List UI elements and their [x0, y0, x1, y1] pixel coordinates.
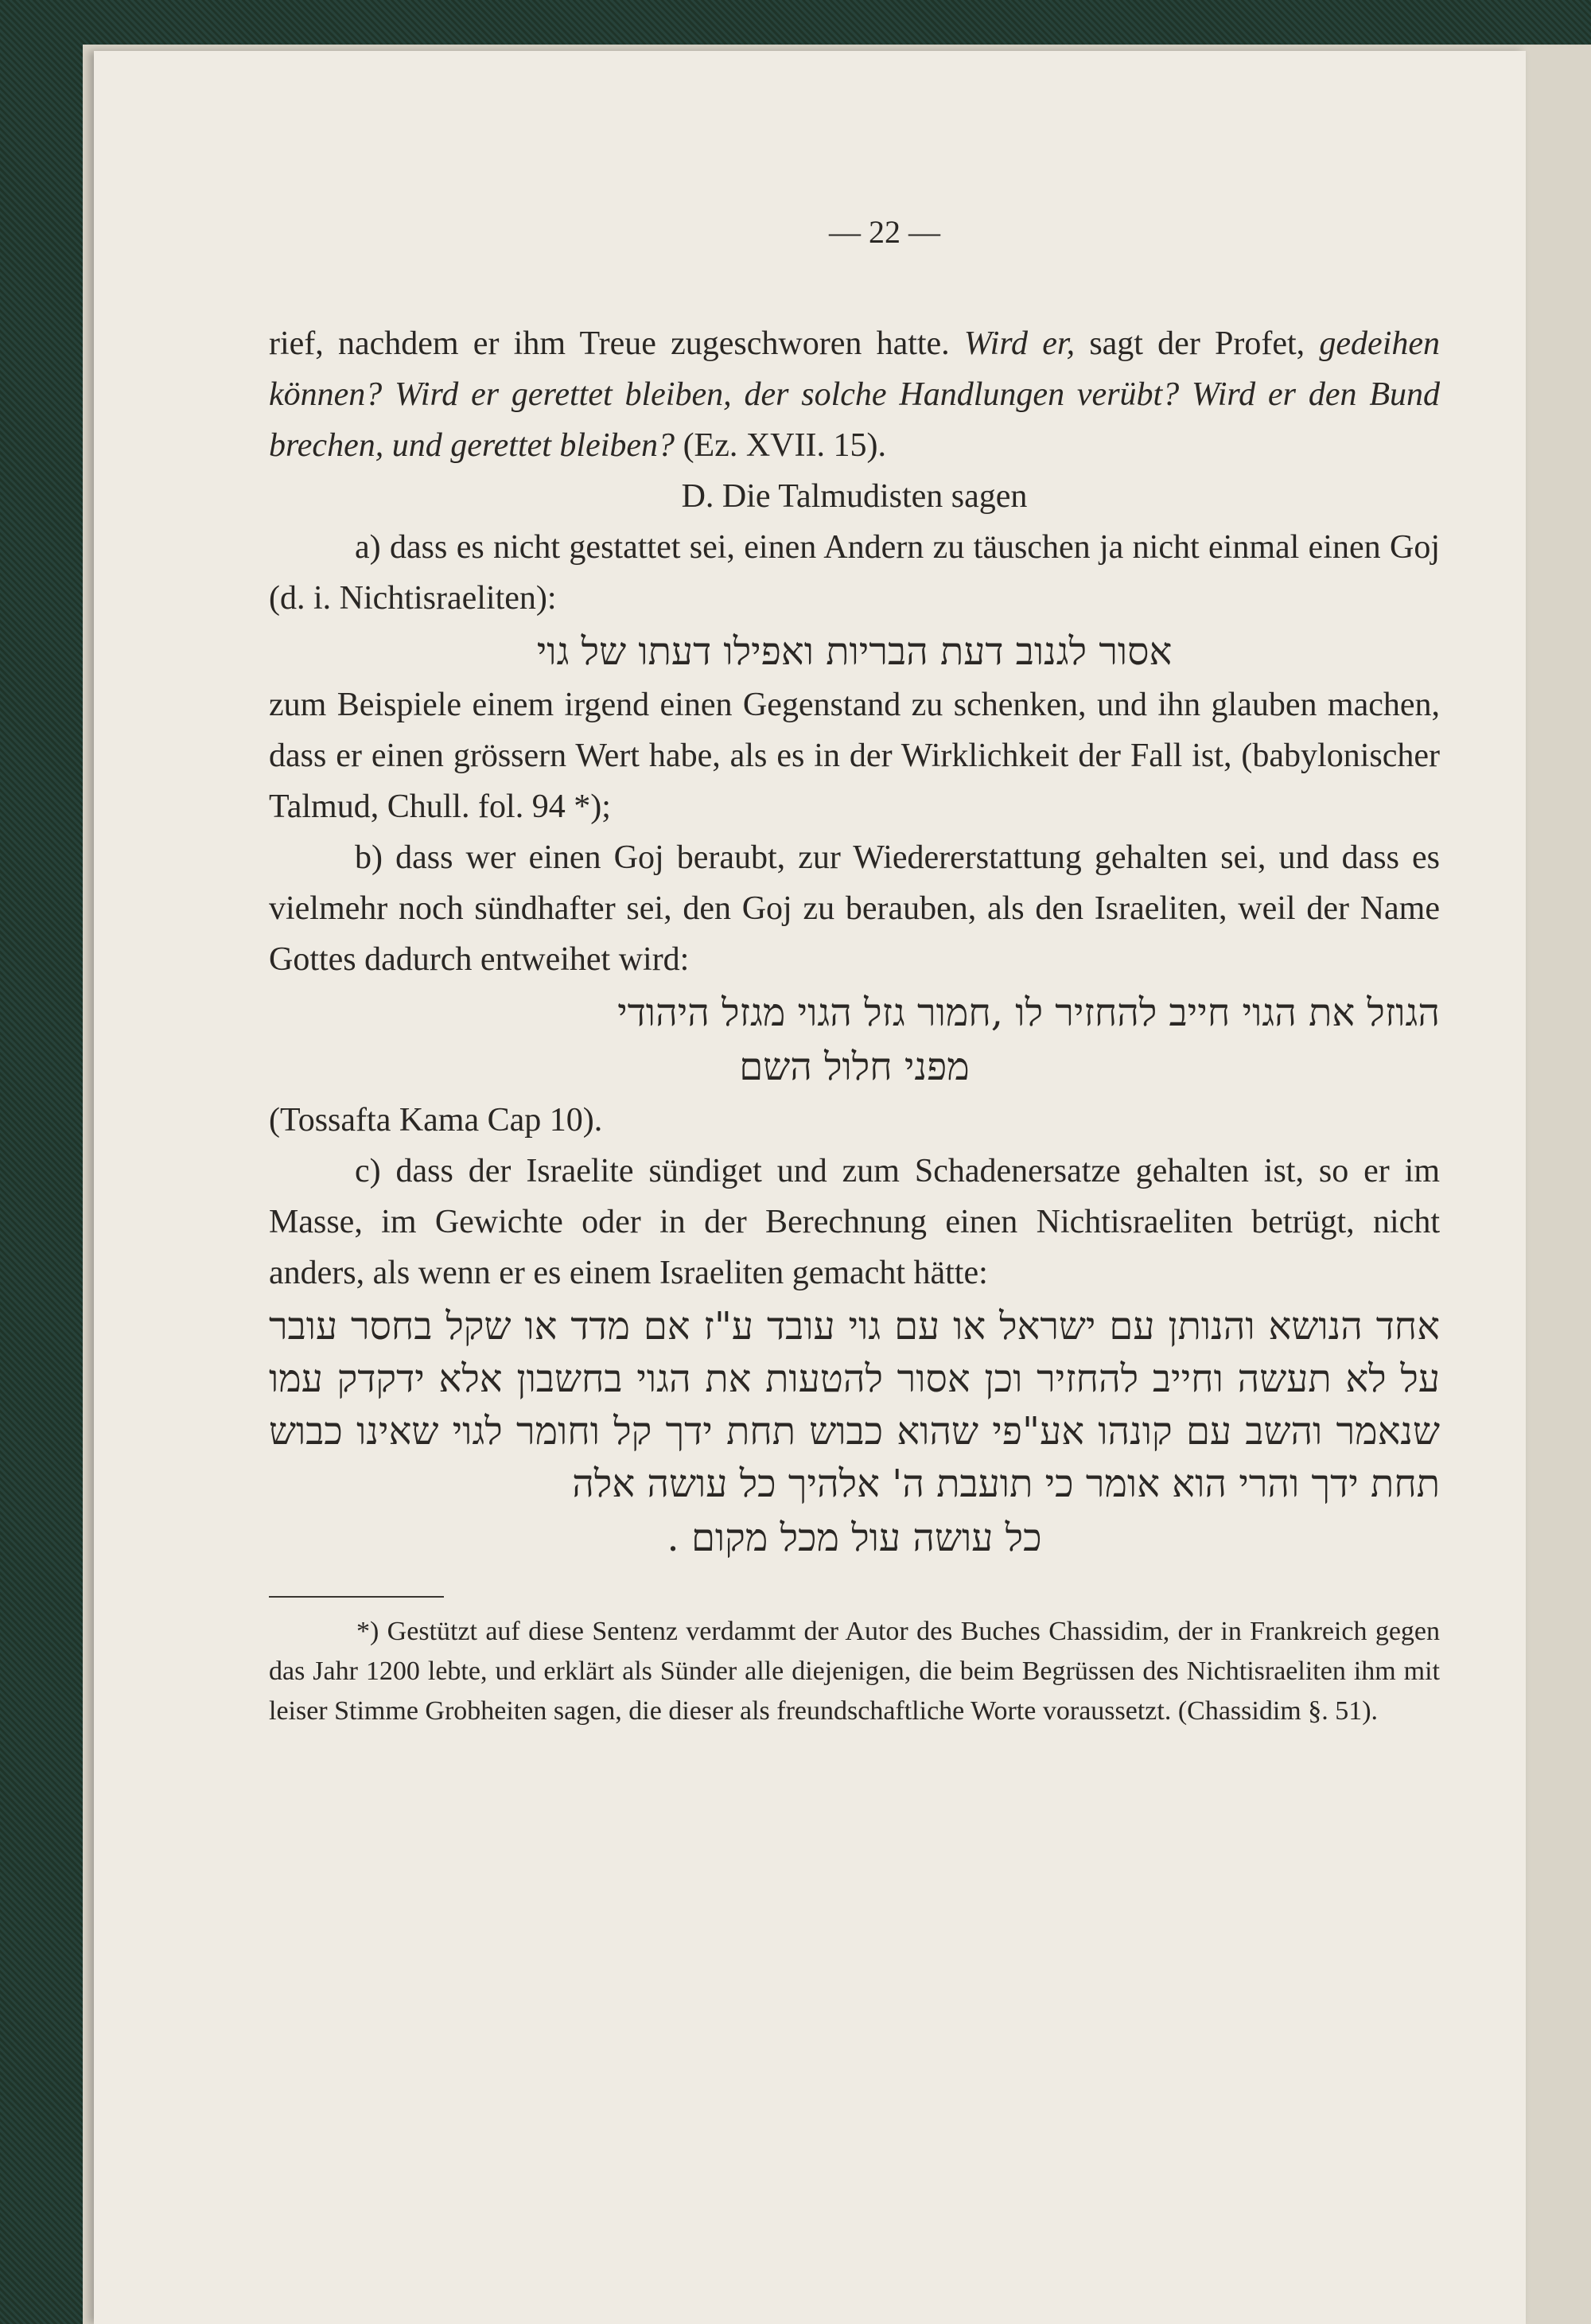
item-a-text: a) dass es nicht gestattet sei, einen Andern zu täuschen ja nicht einmal einen Goj (d. i. Nichtisraeliten): [269, 529, 1440, 617]
item-a-continuation: zum Beispiele einem irgend einen Gegenstand zu schenken, und ihn glauben machen, dass er einen grössern Wert habe, als es in der Wirklichkeit der Fall ist, (babylonischer Talmud, Chull. fol. 94 *); [269, 687, 1440, 825]
intro-reference: (Ez. XVII. 15). [683, 427, 886, 464]
section-heading-d: D. Die Talmudisten sagen [681, 478, 1028, 515]
intro-sagt: sagt der Profet, [1089, 325, 1305, 362]
item-b-reference: (Tossafta Kama Cap 10). [269, 1102, 603, 1139]
intro-italic-1: Wird er, [963, 325, 1076, 362]
page-number: — 22 — [829, 214, 940, 250]
hebrew-quote-b-line2: מפני חלול השם [739, 1045, 970, 1089]
footnote-divider [269, 1596, 444, 1598]
hebrew-quote-b-line1: הגוזל את הגוי חייב להחזיר לו ,חמור גזל הגוי מגזל היהודי [617, 991, 1440, 1035]
intro-paragraph [269, 318, 1440, 471]
item-c-text: c) dass der Israelite sündiget und zum Schadenersatze gehalten ist, so er im Masse, im Gewichte oder in der Berechnung einen Nichtisraeliten betrügt, nicht anders, als wenn er es einem Israeliten gemacht hätte: [269, 1153, 1440, 1291]
hebrew-quote-c-last: כל עושה עול מכל מקום . [667, 1516, 1042, 1560]
item-b-text: b) dass wer einen Goj beraubt, zur Wiedererstattung gehalten sei, und dass es vielmehr noch sündhafter sei, den Goj zu berauben, als den Israeliten, weil der Name Gottes dadurch entweihet wird: [269, 839, 1440, 978]
hebrew-quote-c: אחד הנושא והנותן עם ישראל או עם גוי עובד ע"ז אם מדד או שקל בחסר עובר על לא תעשה וחייב להחזיר וכן אסור להטעות את הגוי בחשבון אלא ידקדק עמו שנאמר והשב עם קונהו אע"פי שהוא כבוש תחת ידך קל וחומר לגוי שאינו כבוש תחת ידך והרי הוא אומר כי תועבת ה' אלהיך כל עושה אלה [269, 1304, 1440, 1506]
footnote [269, 1612, 1440, 1731]
page-body [269, 318, 1440, 1731]
intro-italic-2: gedeihen können? Wird er gerettet bleiben, der solche Handlungen verübt? Wird er den Bund brechen, und gerettet bleiben? [269, 325, 1440, 464]
footnote-text: *) Gestützt auf diese Sentenz verdammt der Autor des Buches Chassidim, der in Frankreich gegen das Jahr 1200 lebte, und erklärt als Sünder alle diejenigen, die beim Begrüssen des Nichtisraeliten ihm mit leiser Stimme Grobheiten sagen, die dieser als freundschaftliche Worte voraussetzt. (Chassidim §. 51). [269, 1617, 1440, 1726]
intro-text: rief, nachdem er ihm Treue zugeschworen hatte. [269, 325, 950, 362]
hebrew-quote-a: אסור לגנוב דעת הבריות ואפילו דעתו של גוי [536, 629, 1173, 674]
